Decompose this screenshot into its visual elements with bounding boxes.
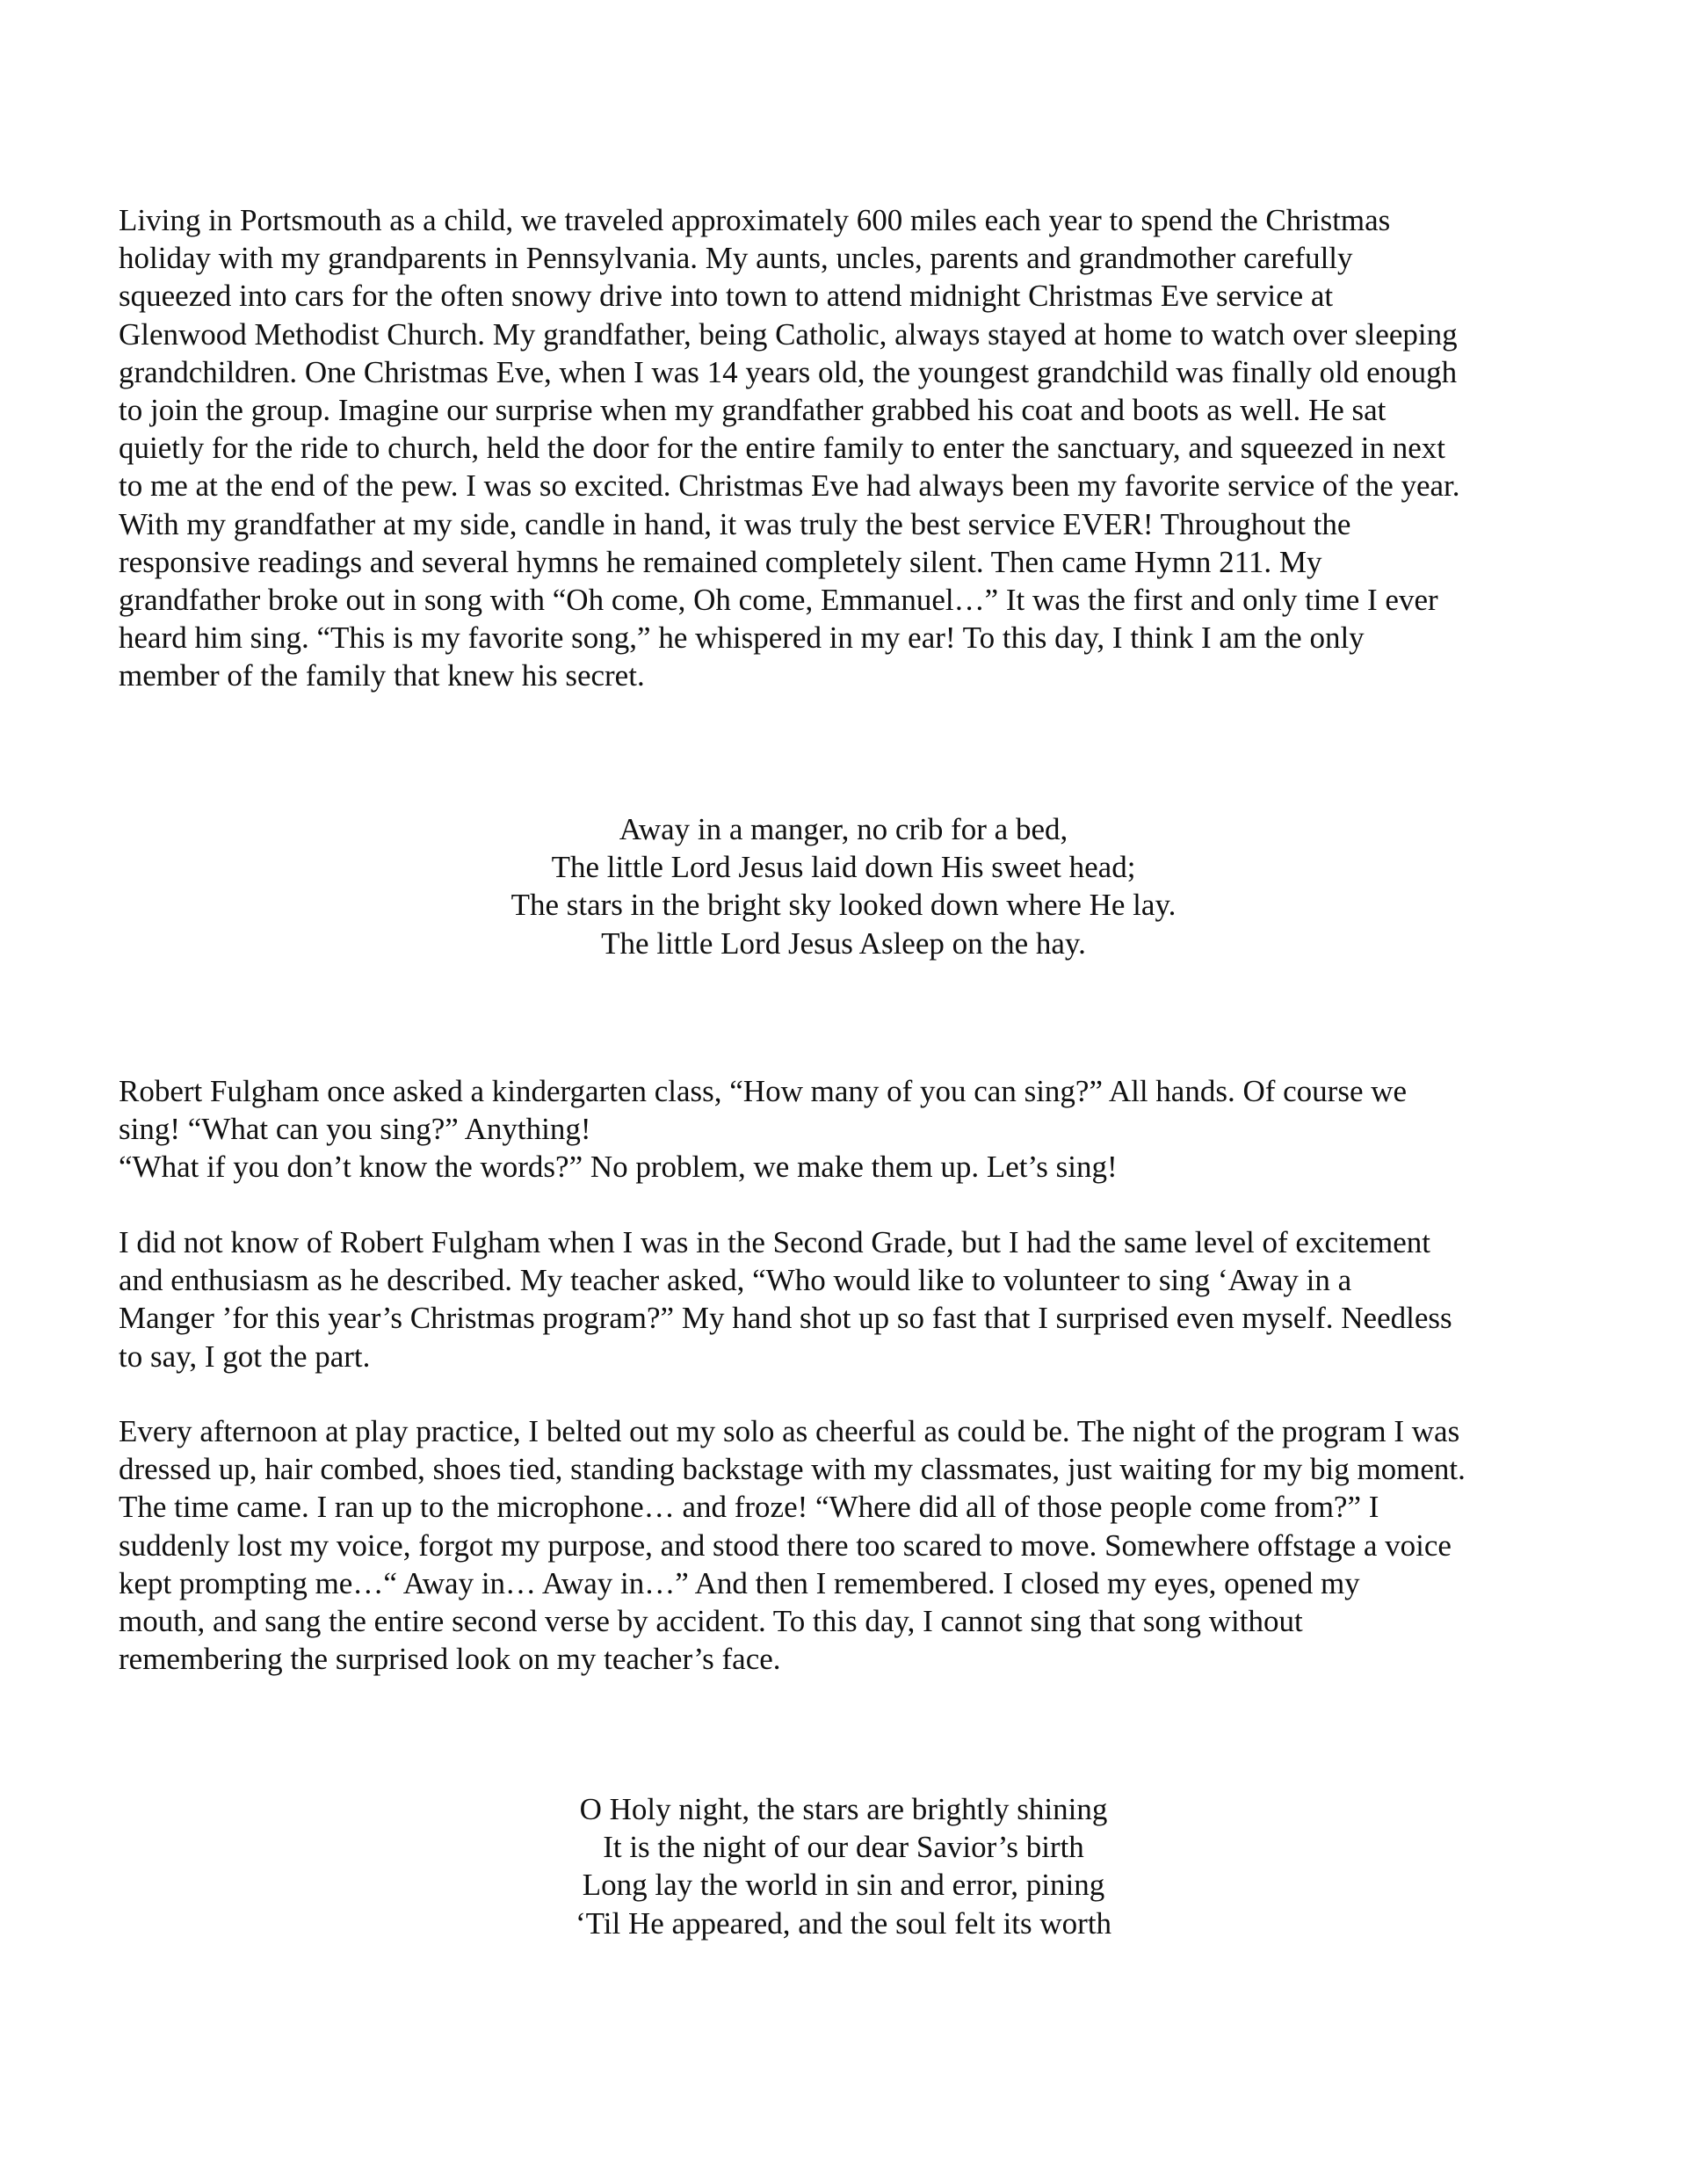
text-line: squeezed into cars for the often snowy drive into town to attend midnight Christmas Eve service at bbox=[119, 279, 1334, 314]
text-line: holiday with my grandparents in Pennsylvania. My aunts, uncles, parents and grandmother carefully bbox=[119, 241, 1353, 276]
poem-line: The stars in the bright sky looked down where He lay. bbox=[510, 888, 1177, 923]
poem-o-holy-night bbox=[0, 1790, 1687, 1942]
poem-line: Long lay the world in sin and error, pining bbox=[582, 1868, 1105, 1903]
poem-line: O Holy night, the stars are brightly shining bbox=[579, 1792, 1108, 1826]
text-line: dressed up, hair combed, shoes tied, standing backstage with my classmates, just waiting for my big moment. bbox=[119, 1452, 1466, 1487]
poem-line: The little Lord Jesus Asleep on the hay. bbox=[601, 925, 1086, 961]
text-line: With my grandfather at my side, candle in hand, it was truly the best service EVER! Throughout the bbox=[119, 506, 1351, 541]
text-line: to join the group. Imagine our surprise when my grandfather grabbed his coat and boots as well. He sat bbox=[119, 393, 1387, 428]
text-line: “What if you don’t know the words?” No problem, we make them up. Let’s sing! bbox=[119, 1150, 1118, 1185]
text-line: grandchildren. One Christmas Eve, when I was 14 years old, the youngest grandchild was finally old enough bbox=[119, 354, 1458, 389]
text-line: to me at the end of the pew. I was so excited. Christmas Eve had always been my favorite service of the year. bbox=[119, 468, 1460, 504]
text-line: Every afternoon at play practice, I belted out my solo as cheerful as could be. The night of the program I was bbox=[119, 1414, 1460, 1448]
paragraph-second-grade bbox=[119, 1223, 1577, 1375]
text-line: Living in Portsmouth as a child, we traveled approximately 600 miles each year to spend the Christmas bbox=[119, 203, 1391, 237]
text-line: remembering the surprised look on my teacher’s face. bbox=[119, 1642, 781, 1677]
text-line: I did not know of Robert Fulgham when I was in the Second Grade, but I had the same level of excitement bbox=[119, 1225, 1430, 1259]
text-line: to say, I got the part. bbox=[119, 1339, 371, 1374]
text-line: member of the family that knew his secret. bbox=[119, 658, 645, 693]
text-line: sing! “What can you sing?” Anything! bbox=[119, 1112, 591, 1147]
paragraph-play-practice bbox=[119, 1412, 1577, 1678]
text-line: Glenwood Methodist Church. My grandfather, being Catholic, always stayed at home to watch over sleeping bbox=[119, 316, 1458, 352]
text-line: quietly for the ride to church, held the door for the entire family to enter the sanctuary, and squeezed in next bbox=[119, 431, 1445, 466]
text-line: Manger ’for this year’s Christmas program?” My hand shot up so fast that I surprised even myself. Needless bbox=[119, 1301, 1452, 1336]
poem-line: The little Lord Jesus laid down His sweet head; bbox=[551, 850, 1136, 885]
text-line: mouth, and sang the entire second verse by accident. To this day, I cannot sing that song without bbox=[119, 1604, 1303, 1639]
text-line: kept prompting me…“ Away in… Away in…” And then I remembered. I closed my eyes, opened my bbox=[119, 1565, 1360, 1600]
text-line: suddenly lost my voice, forgot my purpose, and stood there too scared to move. Somewhere offstage a voice bbox=[119, 1527, 1452, 1563]
poem-away-in-a-manger bbox=[0, 810, 1687, 962]
text-line: and enthusiasm as he described. My teacher asked, “Who would like to volunteer to sing ‘Away in a bbox=[119, 1263, 1352, 1298]
poem-line: It is the night of our dear Savior’s birth bbox=[603, 1830, 1084, 1865]
poem-line: Away in a manger, no crib for a bed, bbox=[619, 812, 1068, 846]
text-line: responsive readings and several hymns he remained completely silent. Then came Hymn 211. My bbox=[119, 544, 1322, 579]
text-line: heard him sing. “This is my favorite song,” he whispered in my ear! To this day, I think I am the only bbox=[119, 620, 1365, 656]
text-line: grandfather broke out in song with “Oh come, Oh come, Emmanuel…” It was the first and only time I ever bbox=[119, 583, 1438, 618]
paragraph-fulghum-quote bbox=[119, 1072, 1577, 1186]
text-line: Robert Fulgham once asked a kindergarten class, “How many of you can sing?” All hands. Of course we bbox=[119, 1074, 1408, 1108]
text-line: The time came. I ran up to the microphone… and froze! “Where did all of those people come from?” I bbox=[119, 1490, 1379, 1525]
poem-line: ‘Til He appeared, and the soul felt its worth bbox=[575, 1905, 1112, 1941]
paragraph-grandfather-story bbox=[119, 201, 1577, 695]
